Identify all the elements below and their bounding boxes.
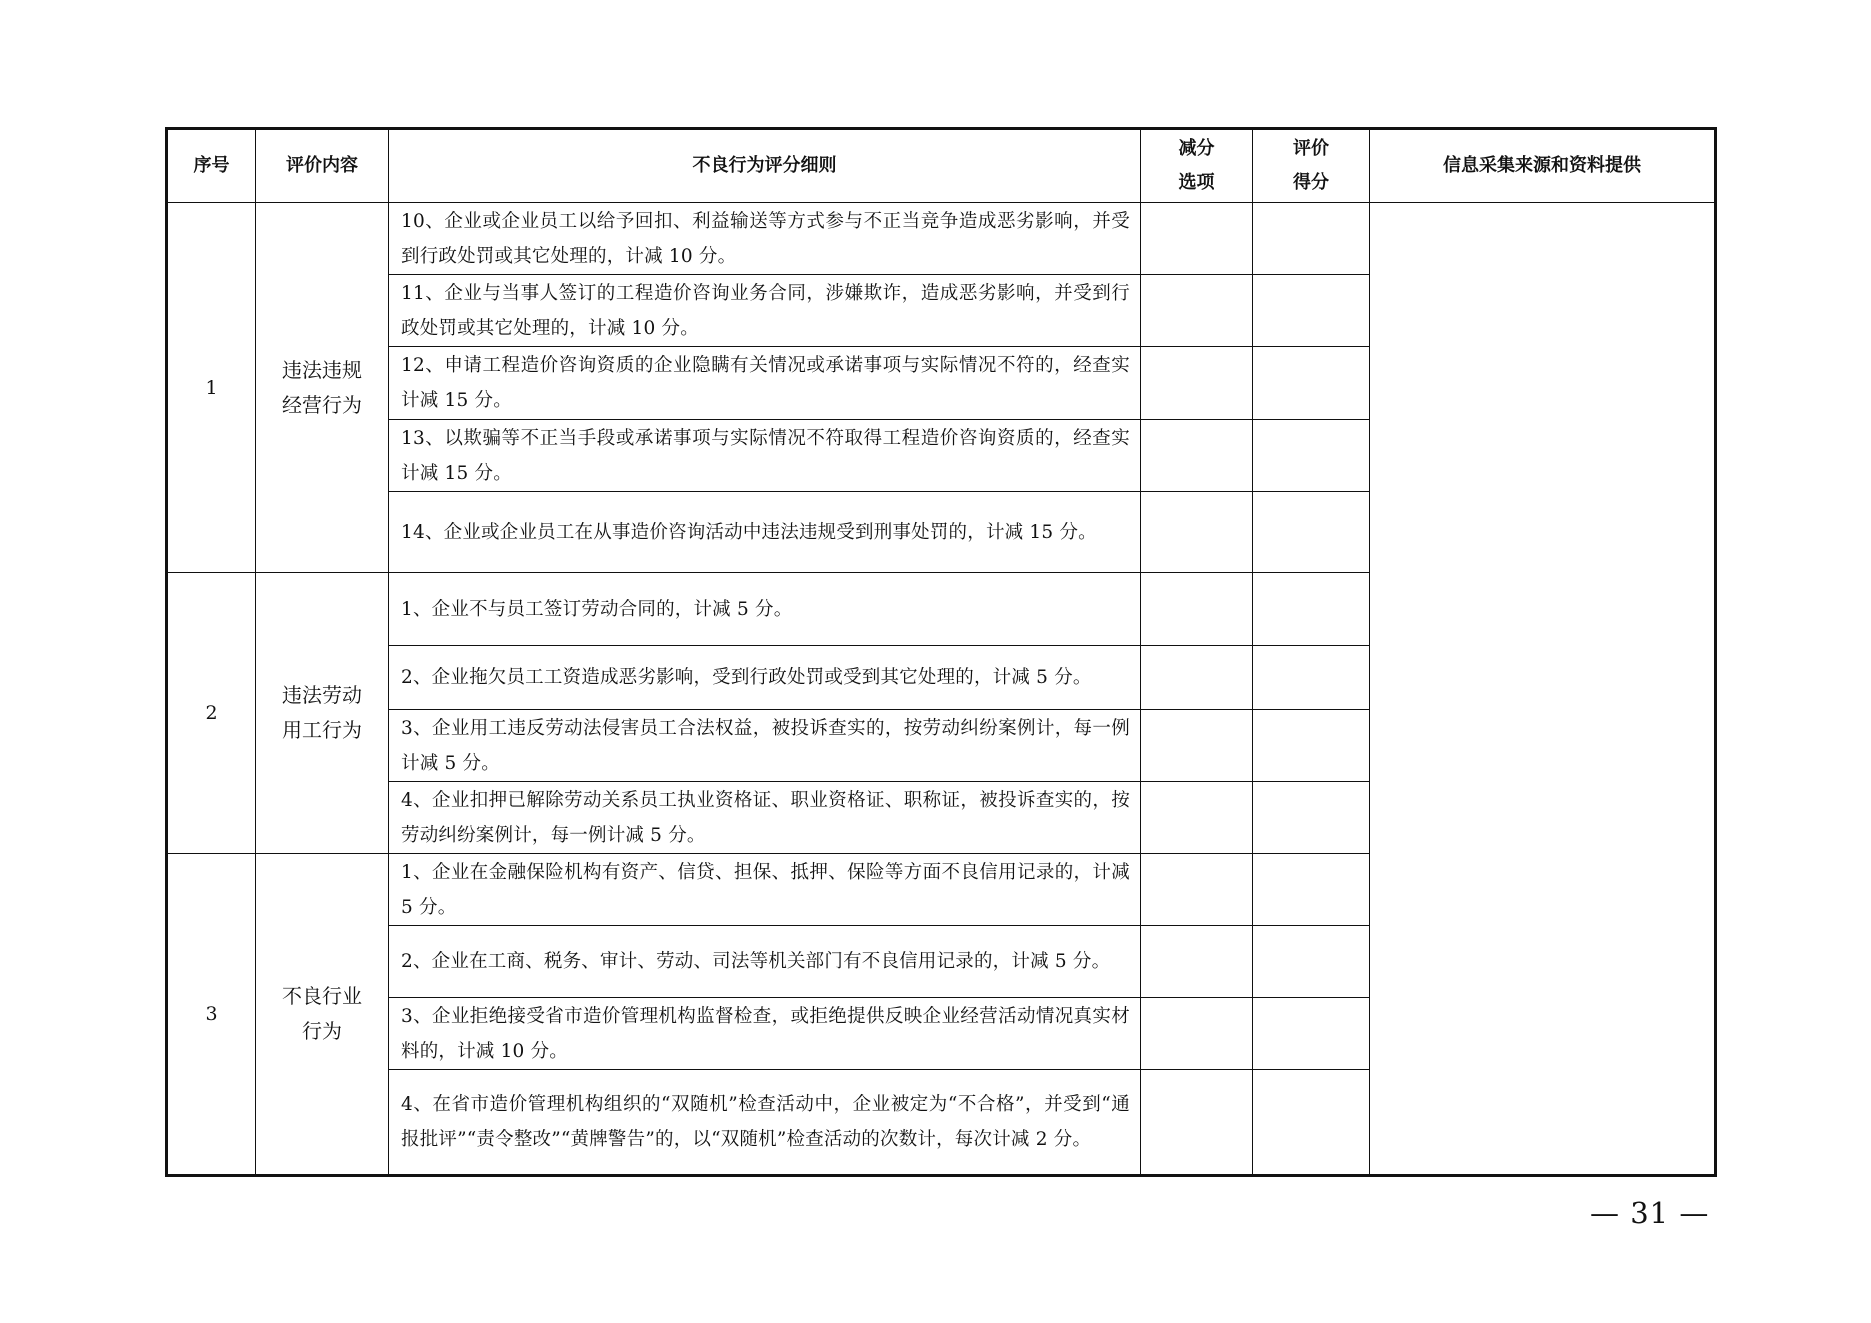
table-row	[167, 203, 1716, 275]
rule-text: 2、企业在工商、税务、审计、劳动、司法等机关部门有不良信用记录的，计减 5 分。	[389, 926, 1141, 998]
rule-text: 14、企业或企业员工在从事造价咨询活动中违法违规受到刑事处罚的，计减 15 分。	[389, 492, 1141, 573]
group-no: 2	[167, 573, 256, 854]
score-cell[interactable]	[1253, 998, 1370, 1070]
header-row	[167, 129, 1716, 203]
score-cell[interactable]	[1253, 275, 1370, 347]
header-score	[1253, 129, 1370, 203]
page-number: — 31 —	[1590, 1196, 1710, 1230]
deduct-cell[interactable]	[1141, 854, 1253, 926]
header-score-line2: 得分	[1293, 172, 1329, 193]
deduct-cell[interactable]	[1141, 926, 1253, 998]
header-deduct-line1: 减分	[1178, 138, 1215, 159]
header-content: 评价内容	[256, 129, 389, 203]
category-line2: 经营行为	[282, 392, 362, 417]
group-category	[256, 203, 389, 573]
deduct-cell[interactable]	[1141, 782, 1253, 854]
rule-text: 4、在省市造价管理机构组织的“双随机”检查活动中，企业被定为“不合格”，并受到“通报批评”“责令整改”“黄牌警告”的，以“双随机”检查活动的次数计，每次计减 2 分。	[389, 1070, 1141, 1176]
score-cell[interactable]	[1253, 1070, 1370, 1176]
deduct-cell[interactable]	[1141, 710, 1253, 782]
header-source: 信息采集来源和资料提供	[1370, 129, 1716, 203]
rule-text: 4、企业扣押已解除劳动关系员工执业资格证、职业资格证、职称证，被投诉查实的，按劳动纠纷案例计，每一例计减 5 分。	[389, 782, 1141, 854]
category-line2: 行为	[302, 1019, 342, 1043]
score-cell[interactable]	[1253, 492, 1370, 573]
group-category	[256, 573, 389, 854]
group-category	[256, 854, 389, 1176]
group-no: 3	[167, 854, 256, 1176]
category-line1: 违法劳动	[282, 683, 362, 707]
score-cell[interactable]	[1253, 646, 1370, 710]
group-no: 1	[167, 203, 256, 573]
source-cell[interactable]	[1370, 203, 1716, 1176]
rule-text: 3、企业拒绝接受省市造价管理机构监督检查，或拒绝提供反映企业经营活动情况真实材料的，计减 10 分。	[389, 998, 1141, 1070]
header-no: 序号	[167, 129, 256, 203]
category-line1: 不良行业	[282, 984, 362, 1008]
deduct-cell[interactable]	[1141, 203, 1253, 275]
deduct-cell[interactable]	[1141, 420, 1253, 492]
deduct-cell[interactable]	[1141, 275, 1253, 347]
score-cell[interactable]	[1253, 573, 1370, 646]
category-line1: 违法违规	[282, 357, 362, 382]
score-cell[interactable]	[1253, 854, 1370, 926]
deduct-cell[interactable]	[1141, 492, 1253, 573]
rule-text: 11、企业与当事人签订的工程造价咨询业务合同，涉嫌欺诈，造成恶劣影响，并受到行政处罚或其它处理的，计减 10 分。	[389, 275, 1141, 347]
rule-text: 1、企业不与员工签订劳动合同的，计减 5 分。	[389, 573, 1141, 646]
rule-text: 12、申请工程造价咨询资质的企业隐瞒有关情况或承诺事项与实际情况不符的，经查实计减 15 分。	[389, 347, 1141, 420]
score-cell[interactable]	[1253, 203, 1370, 275]
header-score-line1: 评价	[1293, 138, 1329, 159]
category-line2: 用工行为	[282, 718, 362, 742]
rule-text: 1、企业在金融保险机构有资产、信贷、担保、抵押、保险等方面不良信用记录的，计减 5 分。	[389, 854, 1141, 926]
deduct-cell[interactable]	[1141, 347, 1253, 420]
deduct-cell[interactable]	[1141, 1070, 1253, 1176]
deduct-cell[interactable]	[1141, 998, 1253, 1070]
score-cell[interactable]	[1253, 782, 1370, 854]
score-cell[interactable]	[1253, 420, 1370, 492]
header-rules: 不良行为评分细则	[389, 129, 1141, 203]
header-deduct	[1141, 129, 1253, 203]
deduct-cell[interactable]	[1141, 646, 1253, 710]
score-cell[interactable]	[1253, 710, 1370, 782]
evaluation-table	[165, 127, 1717, 1177]
score-cell[interactable]	[1253, 926, 1370, 998]
rule-text: 13、以欺骗等不正当手段或承诺事项与实际情况不符取得工程造价咨询资质的，经查实计减 15 分。	[389, 420, 1141, 492]
rule-text: 2、企业拖欠员工工资造成恶劣影响，受到行政处罚或受到其它处理的，计减 5 分。	[389, 646, 1141, 710]
rule-text: 3、企业用工违反劳动法侵害员工合法权益，被投诉查实的，按劳动纠纷案例计，每一例计减 5 分。	[389, 710, 1141, 782]
score-cell[interactable]	[1253, 347, 1370, 420]
header-deduct-line2: 选项	[1178, 172, 1215, 193]
rule-text: 10、企业或企业员工以给予回扣、利益输送等方式参与不正当竞争造成恶劣影响，并受到行政处罚或其它处理的，计减 10 分。	[389, 203, 1141, 275]
deduct-cell[interactable]	[1141, 573, 1253, 646]
